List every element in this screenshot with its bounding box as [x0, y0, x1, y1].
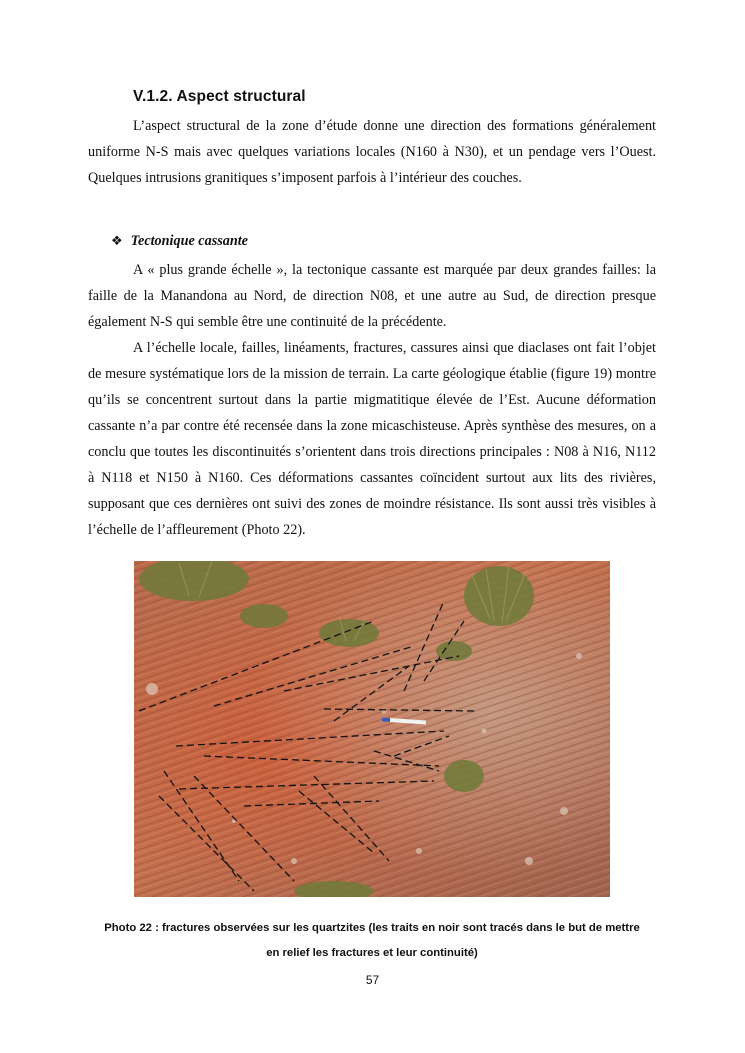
photo-fractures-quartzites	[134, 561, 610, 897]
photo-caption	[88, 916, 656, 966]
paragraph-large-scale: A « plus grande échelle », la tectonique cassante est marquée par deux grandes failles: la faille de la Manandona au Nord, de direction N08, et une autre au Sud, de direction presque également N-S qui semble être une continuité de la précédente.	[88, 262, 656, 330]
paragraph-local-scale: A l’échelle locale, failles, linéaments, fractures, cassures ainsi que diaclases ont fait l’objet de mesure systématique lors de la mission de terrain. La carte géologique établie (figure 19) montre qu’ils se concentrent surtout dans la partie migmatitique élevée de l’Est. Aucune déformation cassante n’a par contre été recensée dans la zone micaschisteuse. Après synthèse des mesures, on a conclu que toutes les discontinuités s’orientent dans trois directions principales : N08 à N16, N112 à N118 et N150 à N160. Ces déformations cassantes coïncident surtout aux lits des rivières, supposant que ces dernières ont suivi des zones de moindre résistance. Ils sont aussi très visibles à l’échelle de l’affleurement (Photo 22).	[88, 340, 656, 538]
subsection-title: Tectonique cassante	[130, 233, 248, 249]
page-number: 57	[365, 973, 380, 987]
caption-line-1: Photo 22 : fractures observées sur les quartzites (les traits en noir sont tracés dans le but de mettre	[104, 922, 640, 934]
subsection-heading	[111, 233, 248, 250]
section-heading: V.1.2. Aspect structural	[133, 88, 306, 105]
diamond-bullet-icon: ❖	[111, 234, 123, 249]
paragraph-structural-aspect: L’aspect structural de la zone d’étude donne une direction des formations généralement uniforme N-S mais avec quelques variations locales (N160 à N30), et un pendage vers l’Ouest. Quelques intrusions granitiques s’imposent parfois à l’intérieur des couches.	[88, 118, 656, 186]
caption-line-2: en relief les fractures et leur continuité)	[266, 947, 478, 959]
